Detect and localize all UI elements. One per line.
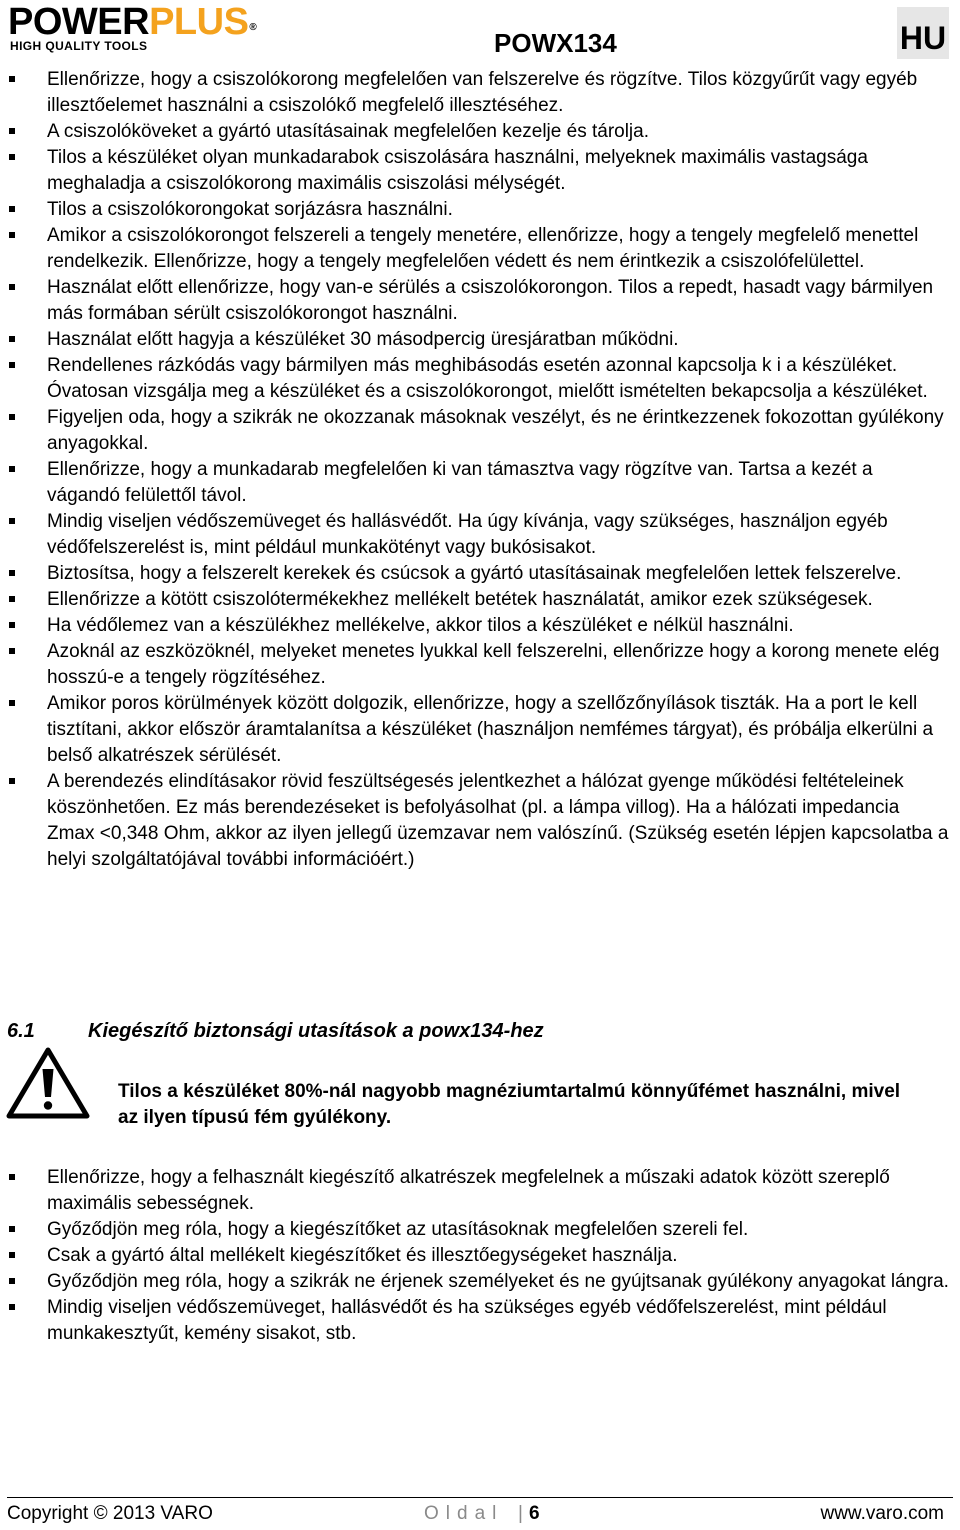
- bullet-square-icon: [9, 414, 15, 420]
- warning-triangle-icon: [6, 1047, 90, 1119]
- brand-logo-registered: ®: [249, 22, 257, 33]
- list-item-text: Tilos a készüléket olyan munkadarabok csiszolására használni, melyeknek maximális vastagsága meghaladja a csiszolókorong maximális csiszolási mélységét.: [47, 147, 868, 194]
- list-item-text: Figyeljen oda, hogy a szikrák ne okozzanak másoknak veszélyt, és ne érintkezzenek fokozottan gyúlékony anyagokkal.: [47, 407, 944, 454]
- list-item: [0, 1217, 950, 1243]
- bullet-square-icon: [9, 232, 15, 238]
- list-item-text: Használat előtt hagyja a készüléket 30 másodpercig üresjáratban működni.: [47, 329, 679, 350]
- brand-logo: [8, 1, 298, 54]
- bullet-square-icon: [9, 700, 15, 706]
- list-item: [0, 639, 950, 691]
- footer-separator: |: [518, 1503, 523, 1524]
- bullet-square-icon: [9, 1278, 15, 1284]
- bullet-square-icon: [9, 596, 15, 602]
- footer-url: www.varo.com: [820, 1503, 944, 1524]
- list-item: [0, 145, 950, 197]
- list-item-text: Amikor a csiszolókorongot felszereli a tengely menetére, ellenőrizze, hogy a tengely megfelelő menettel rendelkezik. Ellenőrizze, hogy a tengely megfelelően védett és nem érintkezik a csiszolófelülettel.: [47, 225, 919, 272]
- list-item-text: Tilos a csiszolókorongokat sorjázásra használni.: [47, 199, 453, 220]
- list-item: [0, 275, 950, 327]
- bullet-square-icon: [9, 1226, 15, 1232]
- bullet-square-icon: [9, 648, 15, 654]
- bullet-square-icon: [9, 466, 15, 472]
- list-item: [0, 119, 950, 145]
- bullet-square-icon: [9, 518, 15, 524]
- list-item: [0, 1243, 950, 1269]
- bullet-square-icon: [9, 336, 15, 342]
- safety-bullet-list: [0, 67, 950, 873]
- list-item-text: Amikor poros körülmények között dolgozik, ellenőrizze, hogy a szellőzőnyílások tiszták. Ha a port le kell tisztítani, akkor először áramtalanítsa a készüléket (használjon nemfémes tárgyat), és próbálja elkerülni a belső alkatrészek sérülését.: [47, 693, 934, 766]
- footer-page-label: Oldal: [424, 1503, 504, 1524]
- list-item: [0, 509, 950, 561]
- list-item-text: Győződjön meg róla, hogy a kiegészítőket az utasításoknak megfelelően szereli fel.: [47, 1219, 749, 1240]
- brand-logo-main: POWER: [8, 1, 150, 43]
- language-badge: HU: [897, 7, 949, 59]
- bullet-square-icon: [9, 1174, 15, 1180]
- list-item: [0, 67, 950, 119]
- model-number: POWX134: [494, 28, 617, 58]
- footer-copyright: Copyright © 2013 VARO: [7, 1503, 213, 1524]
- footer-divider: [7, 1497, 953, 1498]
- warning-text: Tilos a készüléket 80%-nál nagyobb magnéziumtartalmú könnyűfémet használni, mivel az ilyen típusú fém gyúlékony.: [118, 1081, 901, 1128]
- list-item: [0, 1165, 950, 1217]
- bullet-square-icon: [9, 206, 15, 212]
- list-item-text: A csiszolóköveket a gyártó utasításainak megfelelően kezelje és tárolja.: [47, 121, 649, 142]
- list-item-text: Használat előtt ellenőrizze, hogy van-e sérülés a csiszolókorongon. Tilos a repedt, hasadt vagy bármilyen más formában sérült csiszolókorongot használni.: [47, 277, 934, 324]
- brand-logo-accent: PLUS: [149, 1, 249, 43]
- list-item-text: Ellenőrizze, hogy a munkadarab megfelelően ki van támasztva vagy rögzítve van. Tartsa a kezét a vágandó felülettől távol.: [47, 459, 873, 506]
- list-item-text: Ellenőrizze a kötött csiszolótermékekhez mellékelt betétek használatát, amikor ezek szükségesek.: [47, 589, 873, 610]
- list-item: [0, 613, 950, 639]
- list-item: [0, 223, 950, 275]
- bullet-square-icon: [9, 570, 15, 576]
- list-item: [0, 353, 950, 405]
- bullet-square-icon: [9, 128, 15, 134]
- section-title: Kiegészítő biztonsági utasítások a powx134-hez: [88, 1020, 544, 1042]
- bullet-square-icon: [9, 1252, 15, 1258]
- list-item-text: Ellenőrizze, hogy a felhasznált kiegészítő alkatrészek megfelelnek a műszaki adatok között szereplő maximális sebességnek.: [47, 1167, 890, 1214]
- list-item-text: Biztosítsa, hogy a felszerelt kerekek és csúcsok a gyártó utasításainak megfelelően lettek felszerelve.: [47, 563, 902, 584]
- list-item: [0, 405, 950, 457]
- bullet-square-icon: [9, 154, 15, 160]
- footer-page-number: 6: [529, 1503, 540, 1524]
- list-item: [0, 1295, 950, 1347]
- list-item: [0, 197, 950, 223]
- list-item-text: Csak a gyártó által mellékelt kiegészítőket és illesztőegységeket használja.: [47, 1245, 678, 1266]
- list-item: [0, 769, 950, 873]
- list-item: [0, 691, 950, 769]
- section-number: 6.1: [7, 1020, 35, 1042]
- list-item-text: Ha védőlemez van a készülékhez mellékelve, akkor tilos a készüléket e nélkül használni.: [47, 615, 794, 636]
- bullet-square-icon: [9, 76, 15, 82]
- list-item-text: Ellenőrizze, hogy a csiszolókorong megfelelően van felszerelve és rögzítve. Tilos közgyűrűt vagy egyéb illesztőelemet használni a csiszolókő megfelelő illesztéséhez.: [47, 69, 918, 116]
- accessory-bullet-list: [0, 1165, 950, 1347]
- bullet-square-icon: [9, 362, 15, 368]
- list-item-text: Rendellenes rázkódás vagy bármilyen más meghibásodás esetén azonnal kapcsolja k i a készüléket. Óvatosan vizsgálja meg a készüléket és a csiszolókorongot, mielőtt ismételten bekapcsolja a készüléket.: [47, 355, 928, 402]
- list-item: [0, 327, 950, 353]
- bullet-square-icon: [9, 622, 15, 628]
- list-item: [0, 587, 950, 613]
- bullet-square-icon: [9, 284, 15, 290]
- list-item: [0, 561, 950, 587]
- list-item-text: Győződjön meg róla, hogy a szikrák ne érjenek személyeket és ne gyújtsanak gyúlékony anyagokat lángra.: [47, 1271, 949, 1292]
- brand-logo-wordmark: [8, 0, 256, 44]
- list-item-text: Mindig viseljen védőszemüveget, hallásvédőt és ha szükséges egyéb védőfelszerelést, mint például munkakesztyűt, kemény sisakot, stb.: [47, 1297, 887, 1344]
- list-item: [0, 1269, 950, 1295]
- list-item-text: Mindig viseljen védőszemüveget és hallásvédőt. Ha úgy kívánja, vagy szükséges, használjon egyéb védőfelszerelést is, mint például munkakötényt vagy bukósisakot.: [47, 511, 888, 558]
- bullet-square-icon: [9, 778, 15, 784]
- brand-tagline: HIGH QUALITY TOOLS: [10, 39, 148, 53]
- list-item: [0, 457, 950, 509]
- bullet-square-icon: [9, 1304, 15, 1310]
- list-item-text: Azoknál az eszközöknél, melyeket menetes lyukkal kell felszerelni, ellenőrizze hogy a korong menete elég hosszú-e a tengely rögzítéséhez.: [47, 641, 940, 688]
- list-item-text: A berendezés elindításakor rövid feszültségesés jelentkezhet a hálózat gyenge működési feltételeinek köszönhetően. Ez más berendezéseket is befolyásolhat (pl. a lámpa villog). Ha a hálózati impedancia Zmax <0,348 Ohm, akkor az ilyen jellegű üzemzavar nem valószínű. (Szükség esetén lépjen kapcsolatba a helyi szolgáltatójával további információért.): [47, 771, 949, 870]
